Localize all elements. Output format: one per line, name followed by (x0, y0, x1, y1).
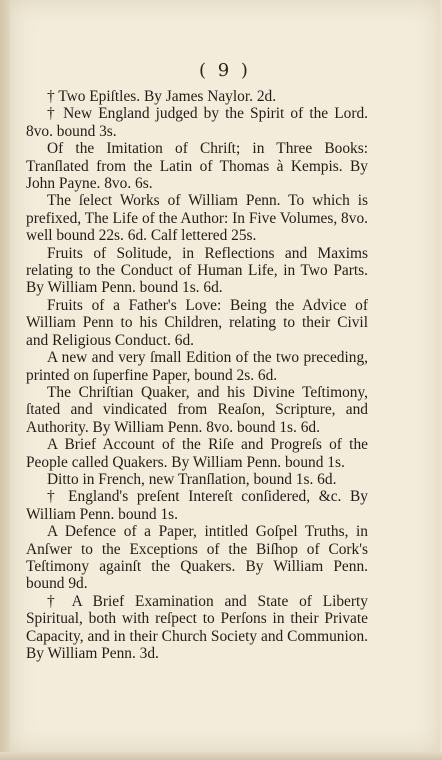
catalogue-entry: The ſelect Works of William Penn. To which is prefixed, The Life of the Author: In Five Volumes, 8vo. well bound 22s. 6d. Calf lettered 25s. (26, 192, 368, 245)
page-number: ( 9 ) (199, 60, 251, 81)
catalogue-entry: † Two Epiſtles. By James Naylor. 2d. (47, 88, 277, 105)
catalogue-entry: Fruits of a Father's Love: Being the Advice of William Penn to his Children, relating to their Civil and Religious Conduct. 6d. (26, 296, 368, 349)
page-left-edge (0, 0, 10, 760)
catalogue-entry: † England's preſent Intereſt conſidered, &c. By William Penn. bound 1s. (26, 488, 368, 523)
catalogue-entry: A Defence of a Paper, intitled Goſpel Truths, in Anſwer to the Exceptions of the Biſhop of Cork's Teſtimony againſt the Quakers. By William Penn. bound 9d. (26, 523, 368, 593)
catalogue-entry: † New England judged by the Spirit of the Lord. 8vo. bound 3s. (26, 105, 368, 140)
catalogue-entry: A new and very ſmall Edition of the two preceding, printed on ſuperfine Paper, bound 2s. 6d. (26, 349, 368, 384)
catalogue-entry: † A Brief Examination and State of Liberty Spiritual, both with reſpect to Perſons in their Private Capacity, and in their Church Society and Communion. By William Penn. 3d. (26, 592, 368, 662)
page-bottom-edge (0, 752, 442, 760)
catalogue-entry: A Brief Account of the Riſe and Progreſs of the People called Quakers. By William Penn. bound 1s. (26, 436, 368, 471)
book-page (10, 0, 440, 752)
catalogue-text-block (26, 88, 368, 662)
catalogue-entry: Ditto in French, new Tranſlation, bound 1s. 6d. (47, 470, 337, 488)
catalogue-entry: Fruits of Solitude, in Reflections and Maxims relating to the Conduct of Human Life, in Two Parts. By William Penn. bound 1s. 6d. (26, 244, 368, 297)
catalogue-entry: The Chriſtian Quaker, and his Divine Teſtimony, ſtated and vindicated from Reaſon, Scripture, and Authority. By William Penn. 8vo. bound 1s. 6d. (26, 383, 368, 436)
catalogue-entry: Of the Imitation of Chriſt; in Three Books: Tranſlated from the Latin of Thomas à Kempis. By John Payne. 8vo. 6s. (26, 140, 368, 193)
